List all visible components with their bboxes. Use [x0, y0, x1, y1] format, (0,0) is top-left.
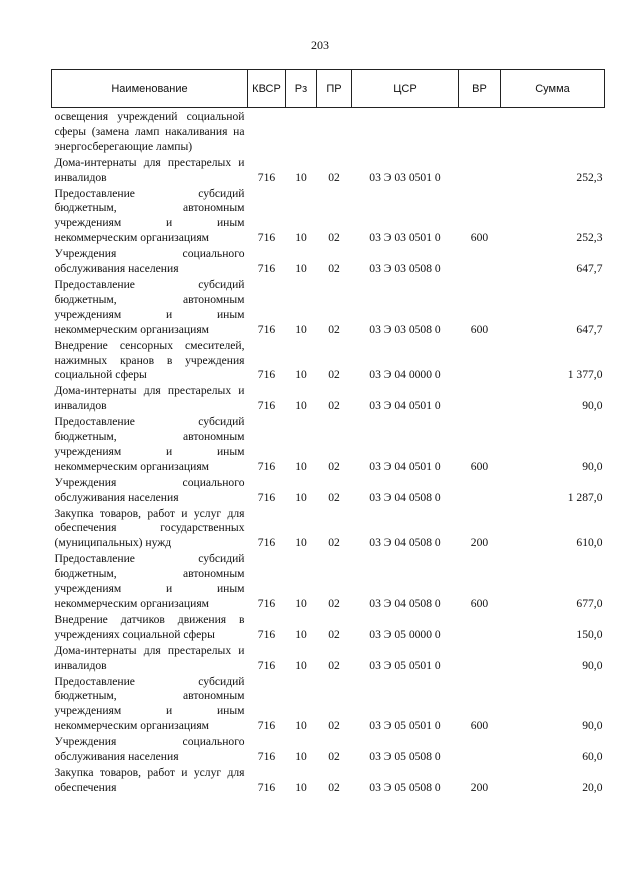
page-number: 203 [311, 38, 329, 52]
row-pr: 02 [328, 597, 340, 610]
header-pr: ПР [317, 70, 352, 108]
row-vr [459, 644, 501, 675]
row-csr: 03 Э 04 0501 0 [369, 459, 441, 473]
row-rz: 10 [295, 750, 307, 764]
row-rz: 10 [295, 490, 307, 504]
row-sum: 60,0 [582, 750, 603, 764]
row-kvsr: 716 [257, 536, 276, 550]
row-name: Предоставление субсидий бюджетным, автономным учреждениям и иным некоммерческим организациям [54, 277, 245, 336]
header-name: Наименование [52, 70, 248, 108]
row-kvsr: 716 [257, 399, 276, 413]
row-sum: 1 287,0 [567, 490, 603, 504]
row-name: Предоставление субсидий бюджетным, автономным учреждениям и иным некоммерческим организациям [54, 674, 245, 733]
row-sum: 90,0 [582, 459, 603, 473]
row-vr [459, 156, 501, 187]
header-csr: ЦСР [352, 70, 459, 108]
row-vr: 200 [470, 536, 489, 550]
row-csr: 03 Э 04 0000 0 [369, 368, 441, 382]
table-row [52, 384, 605, 415]
row-csr: 03 Э 03 0501 0 [369, 170, 441, 184]
table-row [52, 507, 605, 553]
row-csr: 03 Э 05 0501 0 [369, 658, 441, 672]
row-name: Предоставление субсидий бюджетным, автономным учреждениям и иным некоммерческим организациям [54, 552, 245, 610]
row-vr: 600 [470, 459, 489, 473]
table-row [52, 278, 605, 339]
row-kvsr: 716 [257, 658, 276, 672]
row-csr: 03 Э 05 0501 0 [369, 719, 441, 733]
row-csr: 03 Э 03 0508 0 [369, 262, 441, 276]
table-row [52, 735, 605, 766]
row-pr: 02 [328, 262, 340, 276]
row-name: Внедрение датчиков движения в учреждениях социальной сферы [54, 612, 245, 641]
budget-table [51, 69, 605, 797]
row-name: Дома-интернаты для престарелых и инвалидов [54, 643, 245, 672]
table-row [52, 552, 605, 613]
row-name: Предоставление субсидий бюджетным, автономным учреждениям и иным некоммерческим организациям [54, 415, 245, 473]
table-row [52, 476, 605, 507]
row-vr [459, 247, 501, 278]
row-pr: 02 [328, 368, 340, 382]
row-pr: 02 [328, 490, 340, 504]
row-csr [352, 108, 459, 156]
header-sum: Сумма [501, 70, 605, 108]
row-sum: 610,0 [576, 536, 603, 550]
table-header-row [52, 70, 605, 108]
row-pr: 02 [328, 170, 340, 184]
row-sum: 252,3 [576, 231, 603, 245]
row-rz: 10 [295, 368, 307, 382]
row-name: Закупка товаров, работ и услуг для обеспечения государственных (муниципальных) нужд [54, 506, 245, 550]
row-sum [501, 108, 605, 156]
row-rz: 10 [295, 399, 307, 413]
row-pr: 02 [328, 459, 340, 473]
row-pr: 02 [328, 658, 340, 672]
row-kvsr [248, 108, 286, 156]
row-name: освещения учреждений социальной сферы (замена ламп накаливания на энергосберегающие лампы) [54, 110, 245, 153]
table-row [52, 247, 605, 278]
row-csr: 03 Э 05 0508 0 [369, 780, 441, 794]
table-row [52, 613, 605, 644]
row-name: Учреждения социального обслуживания населения [54, 735, 245, 764]
row-pr: 02 [328, 780, 340, 794]
row-vr [459, 108, 501, 156]
row-csr: 03 Э 05 0000 0 [369, 627, 441, 641]
row-rz: 10 [295, 459, 307, 473]
row-pr [317, 108, 352, 156]
table-row [52, 108, 605, 156]
table-row [52, 415, 605, 476]
row-vr [459, 339, 501, 385]
row-sum: 20,0 [582, 780, 603, 794]
row-rz: 10 [295, 231, 307, 245]
row-kvsr: 716 [257, 459, 276, 473]
row-vr: 600 [470, 322, 489, 336]
row-kvsr: 716 [257, 719, 276, 733]
row-kvsr: 716 [257, 780, 276, 794]
header-rz: Рз [286, 70, 317, 108]
row-name: Учреждения социального обслуживания населения [54, 247, 245, 276]
row-pr: 02 [328, 231, 340, 245]
row-kvsr: 716 [257, 750, 276, 764]
row-vr [459, 735, 501, 766]
row-kvsr: 716 [257, 597, 276, 610]
row-kvsr: 716 [257, 490, 276, 504]
row-pr: 02 [328, 536, 340, 550]
row-name: Предоставление субсидий бюджетным, автономным учреждениям и иным некоммерческим организациям [54, 186, 245, 245]
table-row [52, 156, 605, 187]
row-csr: 03 Э 03 0501 0 [369, 231, 441, 245]
row-vr: 600 [470, 719, 489, 733]
row-name: Дома-интернаты для престарелых и инвалидов [54, 155, 245, 184]
row-kvsr: 716 [257, 627, 276, 641]
row-csr: 03 Э 04 0501 0 [369, 399, 441, 413]
table-row [52, 675, 605, 736]
row-sum: 90,0 [582, 719, 603, 733]
row-vr: 600 [470, 597, 489, 610]
row-name: Закупка товаров, работ и услуг для обеспечения [54, 765, 245, 794]
row-rz: 10 [295, 780, 307, 794]
row-pr: 02 [328, 322, 340, 336]
row-sum: 1 377,0 [567, 368, 603, 382]
row-sum: 647,7 [576, 262, 603, 276]
row-rz: 10 [295, 627, 307, 641]
row-vr [459, 384, 501, 415]
row-kvsr: 716 [257, 368, 276, 382]
row-vr [459, 613, 501, 644]
row-sum: 677,0 [576, 597, 603, 610]
row-csr: 03 Э 03 0508 0 [369, 322, 441, 336]
row-pr: 02 [328, 627, 340, 641]
row-sum: 90,0 [582, 399, 603, 413]
header-kvsr: КВСР [248, 70, 286, 108]
row-pr: 02 [328, 750, 340, 764]
row-vr [459, 476, 501, 507]
row-csr: 03 Э 04 0508 0 [369, 536, 441, 550]
row-rz: 10 [295, 658, 307, 672]
row-rz: 10 [295, 597, 307, 610]
row-rz: 10 [295, 536, 307, 550]
table-row [52, 766, 605, 797]
table-body [52, 108, 605, 797]
row-sum: 90,0 [582, 658, 603, 672]
row-name: Дома-интернаты для престарелых и инвалидов [54, 384, 245, 413]
row-sum: 647,7 [576, 322, 603, 336]
table-row [52, 644, 605, 675]
row-vr: 600 [470, 231, 489, 245]
header-vr: ВР [459, 70, 501, 108]
row-name: Учреждения социального обслуживания населения [54, 475, 245, 504]
row-kvsr: 716 [257, 170, 276, 184]
row-sum: 150,0 [576, 627, 603, 641]
row-rz: 10 [295, 262, 307, 276]
row-name: Внедрение сенсорных смесителей, нажимных кранов в учреждения социальной сферы [54, 338, 245, 382]
row-kvsr: 716 [257, 262, 276, 276]
row-rz: 10 [295, 170, 307, 184]
row-rz: 10 [295, 719, 307, 733]
row-kvsr: 716 [257, 231, 276, 245]
row-vr: 200 [470, 780, 489, 794]
row-pr: 02 [328, 719, 340, 733]
row-pr: 02 [328, 399, 340, 413]
row-rz: 10 [295, 322, 307, 336]
row-kvsr: 716 [257, 322, 276, 336]
row-csr: 03 Э 05 0508 0 [369, 750, 441, 764]
row-csr: 03 Э 04 0508 0 [369, 490, 441, 504]
table-row [52, 187, 605, 248]
table-row [52, 339, 605, 385]
row-sum: 252,3 [576, 170, 603, 184]
row-csr: 03 Э 04 0508 0 [369, 597, 441, 610]
row-rz [286, 108, 317, 156]
